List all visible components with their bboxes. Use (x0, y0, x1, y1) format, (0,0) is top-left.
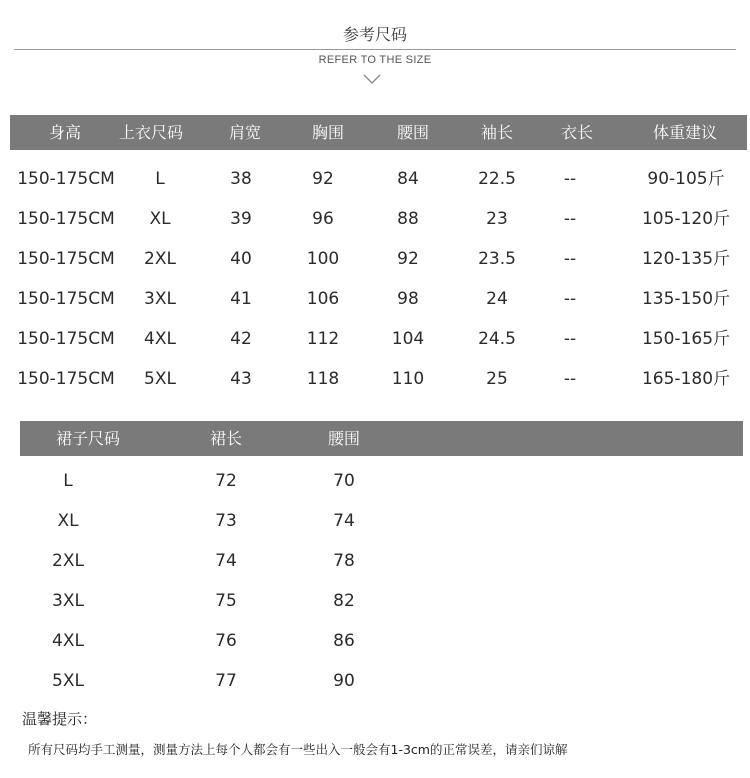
waist-cell: 98 (397, 289, 419, 309)
size-cell: 2XL (144, 249, 176, 269)
weight-cell: 165-180斤 (641, 369, 731, 389)
waist-cell: 104 (391, 329, 425, 349)
page-title: 参考尺码 (342, 25, 407, 44)
size-cell: L (155, 169, 165, 189)
col-header: 肩宽 (228, 123, 261, 142)
shoulder-cell: 38 (230, 169, 252, 189)
skirt-length-cell: 74 (215, 551, 237, 571)
size-cell: 5XL (144, 369, 176, 389)
shoulder-cell: 40 (230, 249, 252, 269)
weight-cell: 120-135斤 (641, 249, 731, 269)
table-row (0, 581, 500, 621)
title-divider (14, 49, 736, 50)
col-header: 胸围 (311, 123, 344, 142)
col-header: 上衣尺码 (118, 123, 183, 142)
height-cell: 150-175CM (17, 369, 115, 389)
sleeve-cell: 25 (486, 369, 508, 389)
table-row (0, 461, 500, 501)
table-row (0, 541, 500, 581)
height-cell: 150-175CM (17, 209, 115, 229)
size-cell: 4XL (144, 329, 176, 349)
sleeve-cell: 24 (486, 289, 508, 309)
height-cell: 150-175CM (17, 169, 115, 189)
table-row (0, 279, 750, 319)
length-cell: -- (563, 289, 577, 309)
note-title: 温馨提示： (22, 710, 98, 728)
sleeve-cell: 23 (486, 209, 508, 229)
table-row (0, 319, 750, 359)
chest-cell: 118 (306, 369, 340, 389)
weight-cell: 135-150斤 (641, 289, 731, 309)
col-header: 裙子尺码 (55, 429, 120, 448)
col-header: 袖长 (480, 123, 513, 142)
chest-cell: 106 (306, 289, 340, 309)
shoulder-cell: 41 (230, 289, 252, 309)
skirt-length-cell: 75 (215, 591, 237, 611)
table-row (0, 159, 750, 199)
skirt-size-cell: 5XL (52, 671, 84, 691)
skirt-waist-cell: 74 (333, 511, 355, 531)
shoulder-cell: 39 (230, 209, 252, 229)
col-header: 裙长 (209, 429, 242, 448)
chevron-down-icon (362, 72, 382, 86)
height-cell: 150-175CM (17, 329, 115, 349)
waist-cell: 92 (397, 249, 419, 269)
waist-cell: 88 (397, 209, 419, 229)
table-row (0, 661, 500, 701)
chest-cell: 112 (306, 329, 340, 349)
col-header: 腰围 (327, 429, 360, 448)
skirt-waist-cell: 70 (333, 471, 355, 491)
skirt-waist-cell: 90 (333, 671, 355, 691)
waist-cell: 84 (397, 169, 419, 189)
shoulder-cell: 42 (230, 329, 252, 349)
weight-cell: 90-105斤 (647, 169, 725, 189)
skirt-size-cell: 3XL (52, 591, 84, 611)
table-row (0, 621, 500, 661)
note-body: 所有尺码均手工测量，测量方法上每个人都会有一些出入一般会有1-3cm的正常误差，请亲们谅解 (28, 742, 568, 757)
skirt-length-cell: 73 (215, 511, 237, 531)
top-table-header (10, 115, 747, 150)
skirt-length-cell: 72 (215, 471, 237, 491)
skirt-length-cell: 76 (215, 631, 237, 651)
waist-cell: 110 (391, 369, 425, 389)
skirt-waist-cell: 78 (333, 551, 355, 571)
length-cell: -- (563, 209, 577, 229)
sleeve-cell: 22.5 (478, 169, 516, 189)
page-subtitle: REFER TO THE SIZE (318, 54, 432, 66)
length-cell: -- (563, 369, 577, 389)
chest-cell: 92 (312, 169, 334, 189)
col-header: 衣长 (560, 123, 593, 142)
height-cell: 150-175CM (17, 249, 115, 269)
skirt-length-cell: 77 (215, 671, 237, 691)
table-row (0, 199, 750, 239)
chest-cell: 96 (312, 209, 334, 229)
col-header: 腰围 (396, 123, 429, 142)
length-cell: -- (563, 249, 577, 269)
size-cell: XL (149, 209, 171, 229)
skirt-waist-cell: 86 (333, 631, 355, 651)
chest-cell: 100 (306, 249, 340, 269)
table-row (0, 501, 500, 541)
weight-cell: 150-165斤 (641, 329, 731, 349)
table-row (0, 239, 750, 279)
col-header: 体重建议 (652, 123, 717, 142)
height-cell: 150-175CM (17, 289, 115, 309)
table-row (0, 359, 750, 399)
length-cell: -- (563, 169, 577, 189)
shoulder-cell: 43 (230, 369, 252, 389)
sleeve-cell: 23.5 (478, 249, 516, 269)
skirt-size-cell: 4XL (52, 631, 84, 651)
skirt-table-header (20, 421, 743, 456)
size-cell: 3XL (144, 289, 176, 309)
skirt-size-cell: XL (57, 511, 79, 531)
length-cell: -- (563, 329, 577, 349)
skirt-size-cell: 2XL (52, 551, 84, 571)
sleeve-cell: 24.5 (478, 329, 516, 349)
weight-cell: 105-120斤 (641, 209, 731, 229)
col-header: 身高 (48, 123, 81, 142)
skirt-size-cell: L (63, 471, 73, 491)
skirt-waist-cell: 82 (333, 591, 355, 611)
